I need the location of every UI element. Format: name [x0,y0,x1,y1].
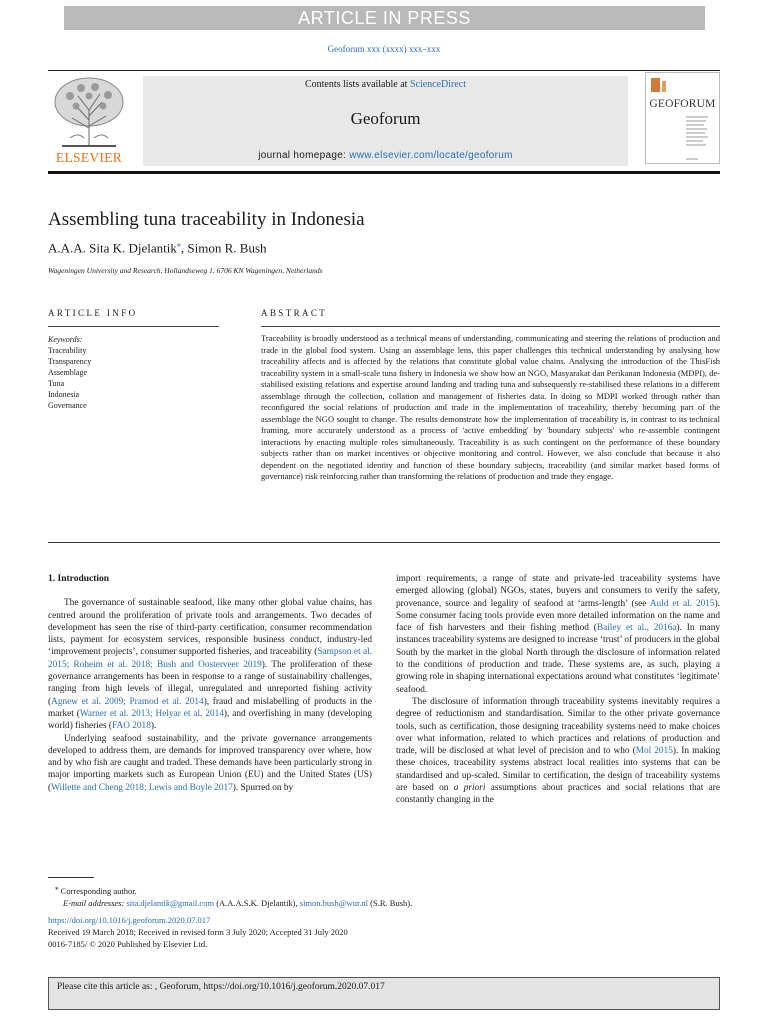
footnote-text: Corresponding author. [58,885,137,896]
contents-prefix: Contents lists available at [304,79,410,90]
elsevier-logo[interactable] [48,76,130,166]
keyword-item: Transparency [48,357,92,366]
text-run: ). Some consumer facing tools provide even more detailed information on the name and face of fish harvesters and their fishing method ( [396,598,720,634]
text-run: ). Spurred on by [232,782,294,793]
email-owner: (A.A.A.S.K. Djelantik), [214,897,300,908]
journal-title: Geoforum [350,109,421,128]
keywords-block [48,334,91,411]
text-run: The disclosure of information through traceability systems inevitably requires a degree of reductionism and standardisation. Similar to the other private governance tools, such as certification, those designing traceability systems need to make choices over what information, related to which practices and relations of production and trade, will be disclosed at what level of precision and to who ( [396,696,720,757]
article-info-rule [48,326,219,327]
homepage-prefix: journal homepage: [258,150,350,161]
article-history: Received 19 March 2018; Received in revised form 3 July 2020; Accepted 31 July 2020 [48,927,348,937]
text-run: ), and overfishing in many (developing world) fisheries ( [48,708,372,732]
footnote-mark: ⁎ [55,884,59,892]
sciencedirect-link[interactable]: ScienceDirect [409,79,467,90]
affiliation: Wageningen University and Research, Hollandseweg 1, 6706 KN Wageningen, Netherlands [48,266,323,275]
body-column-right [396,573,720,807]
email-owner: (S.R. Bush). [368,897,413,908]
citation-link[interactable]: Willette and Cheng 2018; Lewis and Boyle 2017 [51,782,233,793]
keywords-label: Keywords: [48,335,83,344]
citation-link[interactable]: Mol 2015 [635,746,673,757]
text-run-italic: a priori [453,783,486,794]
elsevier-tree-icon [48,76,130,148]
cover-journal-title: GEOFORUM [649,98,716,110]
publication-info [48,914,348,950]
keyword-item: Assemblage [48,368,88,377]
intro-paragraph-2 [48,733,372,794]
keyword-item: Indonesia [48,390,80,399]
publisher-name: ELSEVIER [55,150,123,165]
text-run: ). The proliferation of these governance arrangements has been in response to a range of sustainability challenges, ranging from high levels of illegal, unregulated and unreported fishing activity ( [48,659,372,707]
footnote-rule [48,877,94,878]
email-link-djelantik[interactable]: sita.djelantik@gmail.com [126,897,215,908]
keyword-item: Governance [48,401,87,410]
intro-paragraph-3 [396,696,720,807]
body-column-left [48,573,372,794]
author-separator: , [180,240,188,256]
author-djelantik[interactable]: A.A.A. Sita K. Djelantik [48,240,177,256]
abstract-heading: ABSTRACT [261,308,328,318]
author-bush[interactable]: Simon R. Bush [187,240,267,256]
text-run: ). In making these choices, traceability systems abstract local realities into systems that can be standardised and up-scaled. Similar to certification, the design of traceability systems are based on [396,746,720,794]
masthead-top-rule [48,70,720,71]
citation-link[interactable]: FAO 2018 [112,721,151,732]
intro-paragraph-2-cont [396,573,720,696]
journal-info-box [143,76,628,166]
doi-link[interactable]: https://doi.org/10.1016/j.geoforum.2020.07.017 [48,915,211,925]
citation-link[interactable]: Warner et al. 2013; Helyar et al. 2014 [79,708,224,719]
footnotes [55,882,412,909]
keyword-item: Tuna [48,379,65,388]
intro-paragraph-1 [48,597,372,732]
masthead-bottom-rule [48,171,720,174]
cover-logo-icon [646,75,721,97]
article-title: Assembling tuna traceability in Indonesia [48,209,365,230]
text-run: assumptions about practices and social relations that are constantly changing in the [396,783,721,806]
body-divider-rule [48,542,720,543]
text-run: ). [150,721,157,732]
email-note [55,897,412,909]
copyright-line: 0016-7185/ © 2020 Published by Elsevier Ltd. [48,939,208,949]
corresponding-author-mark[interactable]: ⁎ [176,240,181,249]
citation-link[interactable]: Auld et al. 2015 [649,598,715,609]
introduction-heading: 1. Introduction [48,574,110,584]
text-run: ), fraud and mislabelling of products in the market ( [48,696,372,719]
author-list [48,240,267,256]
cite-this-article-box [48,977,720,1010]
cite-text[interactable]: Please cite this article as: , Geoforum, https://doi.org/10.1016/j.geoforum.2020.07.017 [57,982,385,992]
text-run: The governance of sustainable seafood, like many other global value chains, has centred around the proliferation of private tools and arrangements. Two decades of development has seen the rise of third-party certification, consumer recommendation lists, payment for ecosystem services, responsible business conduct, industry-led ‘improvement projects’, consumer supported fisheries, and traceability ( [48,598,372,658]
email-label: E-mail addresses: [63,897,127,908]
journal-reference[interactable]: Geoforum xxx (xxxx) xxx–xxx [327,44,441,54]
corresponding-author-note [55,882,412,897]
text-run: ). In many instances traceability systems are designed to increase ‘trust’ of producers in the global South by the market in the global North through the disclosure of information related to the conditions of production and trade. These systems are, as such, playing a growing role in shaping international expectations around what constitutes ‘legitimate’ seafood. [396,623,720,695]
citation-link[interactable]: Agnew et al. 2009; Pramod et al. 2014 [51,696,204,707]
cover-text-lines [646,115,721,165]
journal-homepage-line [143,150,628,161]
keyword-item: Traceability [48,346,87,355]
article-in-press-banner: ARTICLE IN PRESS [64,6,705,30]
text-run: import requirements, a range of state and private-led traceability systems have emerged allowing (global) NGOs, states, buyers and consumers to verify the safety, provenance, source and legality of seafood at ‘arms-length’ (see [396,574,720,609]
journal-cover-thumbnail[interactable] [645,72,720,164]
citation-link[interactable]: Bailey et al., 2016a [596,623,677,634]
contents-line [143,79,628,90]
abstract-body: Traceability is broadly understood as a technical means of understanding, communicating and steering the relations of production and trade in the global food system. Using an assemblage lens, this paper challenges this technical understanding by analysing how traceability affects and is affected by the relations that constitute global value chains. Analysing the introduction of the ThisFish traceability system in a small-scale tuna fishery in Indonesia we show how an NGO, Masyarakat dan Perikanan Indonesia (MDPI), de-stabilised existing relations and expertise around landing and trading tuna and subsequently re-stabilised these relations in a different assemblage through the collection, collation and management of fisheries data. In doing so MDPI worked through rather than reconfigured the social relations of production and trade in the implementation of traceability, thereby becoming part of the assemblage the NGO sought to change. The results demonstrate how the implementation of traceability is, in contrast to its technical framing, more accurately understood as a process of 'active embedding' by 'boundary subjects' who re-assemble contingent interactions by enacting multiple roles simultaneously. Traceability is as such contingent on the performance of these boundary subjects rather than on market incentives or objective monitoring and control. However, we also conclude that because it also dependent on the negotiated identity and function of these boundary subjects, traceability (and similar market based forms of governance) risk reinforcing rather than transforming the relations of production and trade they engage. [261,333,720,481]
article-info-heading: ARTICLE INFO [48,308,138,318]
journal-homepage-link[interactable]: www.elsevier.com/locate/geoforum [349,150,513,161]
text-run: Underlying seafood sustainability, and the private governance arrangements developed to address them, are demands for improved transparency over where, how and by who fish are caught and traded. These demands have been particularly strong in major importing markets such as European Union (EU) and the United States (US) ( [48,733,372,793]
abstract-rule [261,326,720,327]
email-link-bush[interactable]: simon.bush@wur.nl [299,897,369,908]
citation-link[interactable]: Sampson et al. 2015; Roheim et al. 2018; Bush and Oosterveer 2019 [48,647,372,670]
